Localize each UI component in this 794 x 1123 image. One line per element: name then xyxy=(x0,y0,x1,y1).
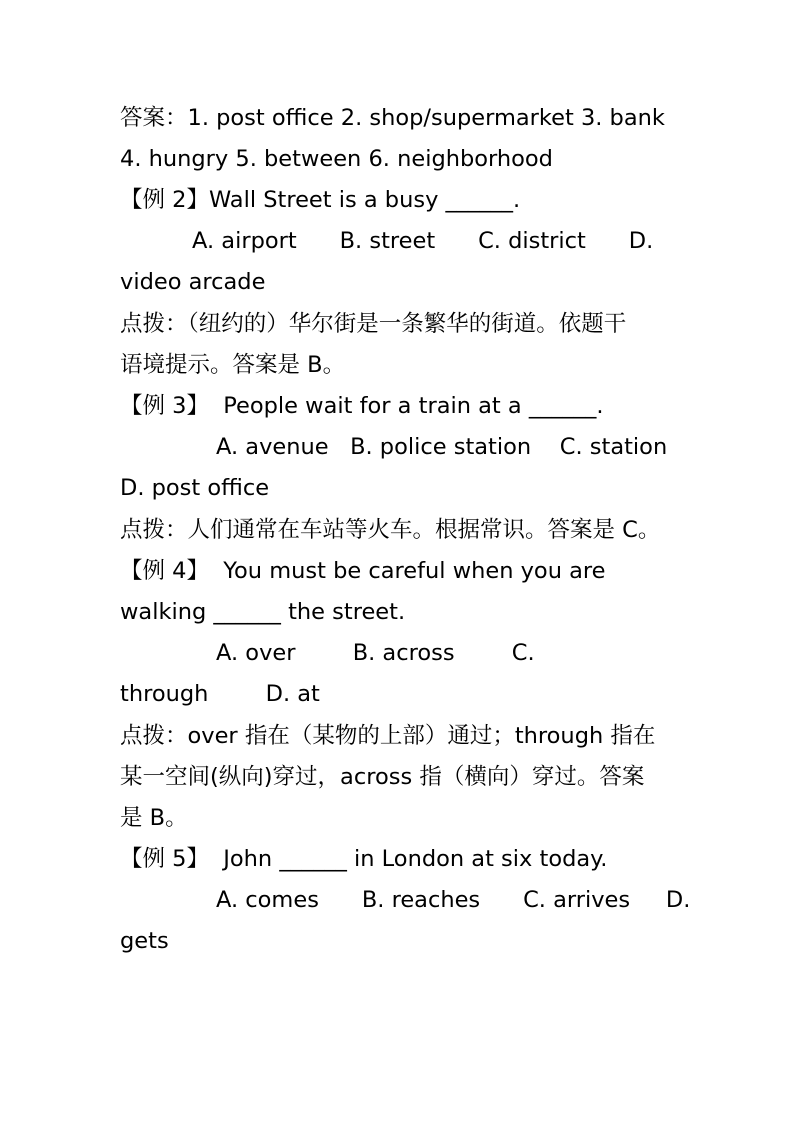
example-4-options: A. over B. across C. xyxy=(216,640,535,666)
answer-line-2: 4. hungry 5. between 6. neighborhood xyxy=(120,146,553,172)
example-4-hint-line-3: 是 B。 xyxy=(120,805,188,831)
example-4-options-continued: through D. at xyxy=(120,681,320,707)
example-2-question: 【例 2】Wall Street is a busy ______. xyxy=(120,187,521,213)
example-5-options: A. comes B. reaches C. arrives D. xyxy=(216,887,691,913)
example-4-hint-line-2: 某一空间(纵向)穿过，across 指（横向）穿过。答案 xyxy=(120,764,645,790)
example-3-question: 【例 3】 People wait for a train at a ______. xyxy=(120,393,604,419)
example-3-options: A. avenue B. police station C. station xyxy=(216,434,668,460)
example-4-question-line-2: walking ______ the street. xyxy=(120,599,406,625)
example-4-question-line-1: 【例 4】 You must be careful when you are xyxy=(120,558,606,584)
example-2-hint-line-1: 点拨：（纽约的）华尔街是一条繁华的街道。依题干 xyxy=(120,311,627,337)
example-3-options-continued: D. post office xyxy=(120,475,270,501)
example-2-options-continued: video arcade xyxy=(120,269,266,295)
example-2-hint-line-2: 语境提示。答案是 B。 xyxy=(120,352,346,378)
example-2-options: A. airport B. street C. district D. xyxy=(192,228,654,254)
example-5-options-continued: gets xyxy=(120,928,169,954)
answer-line-1: 答案：1. post office 2. shop/supermarket 3. bank xyxy=(120,105,665,131)
example-5-question: 【例 5】 John ______ in London at six today. xyxy=(120,846,608,872)
example-3-hint: 点拨：人们通常在车站等火车。根据常识。答案是 C。 xyxy=(120,517,661,543)
example-4-hint-line-1: 点拨：over 指在（某物的上部）通过；through 指在 xyxy=(120,723,656,749)
